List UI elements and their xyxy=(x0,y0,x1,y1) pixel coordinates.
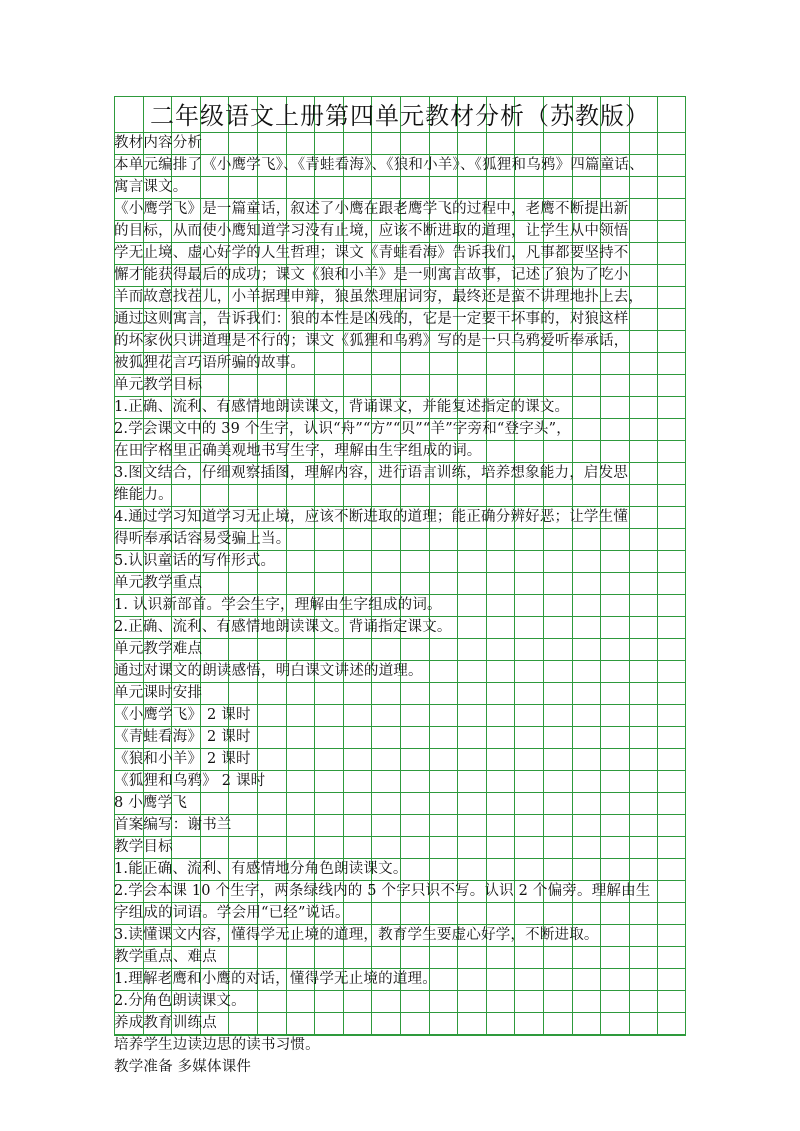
text-line: 通过这则寓言，告诉我们：狼的本性是凶残的，它是一定要干坏事的，对狼这样 xyxy=(114,311,629,327)
text-line: 懈才能获得最后的成功；课文《狼和小羊》是一则寓言故事，记述了狼为了吃小 xyxy=(114,267,629,283)
text-line: 单元课时安排 xyxy=(114,685,203,701)
text-line: 2.分角色朗读课文。 xyxy=(114,993,246,1009)
text-line: 2.正确、流利、有感情地朗读课文。背诵指定课文。 xyxy=(114,619,452,635)
text-line: 学无止境、虚心好学的人生哲理；课文《青蛙看海》告诉我们，凡事都要坚持不 xyxy=(114,245,629,261)
text-line: 2.学会本课 10 个生字，两条绿线内的 5 个字只识不写。认识 2 个偏旁。理解由生 xyxy=(114,883,651,899)
text-line: 在田字格里正确美观地书写生字，理解由生字组成的词。 xyxy=(114,443,482,459)
text-line: 1. 认识新部首。学会生字，理解由生字组成的词。 xyxy=(114,597,442,613)
text-line: 的目标，从而使小鹰知道学习没有止境，应该不断进取的道理，让学生从中领悟 xyxy=(114,223,629,239)
text-line: 教材内容分析 xyxy=(114,135,203,151)
text-line: 3.图文结合，仔细观察插图，理解内容，进行语言训练，培养想象能力，启发思 xyxy=(114,465,629,481)
lesson-plan-page xyxy=(114,96,686,1075)
text-line: 《小鹰学飞》 2 课时 xyxy=(114,707,251,723)
text-line: 单元教学难点 xyxy=(114,641,203,657)
text-line: 《小鹰学飞》是一篇童话，叙述了小鹰在跟老鹰学飞的过程中，老鹰不断提出新 xyxy=(114,201,629,217)
text-line: 1.正确、流利、有感情地朗读课文，背诵课文，并能复述指定的课文。 xyxy=(114,399,570,415)
text-line: 单元教学重点 xyxy=(114,575,203,591)
text-line: 1.理解老鹰和小鹰的对话，懂得学无止境的道理。 xyxy=(114,971,437,987)
text-line: 教学目标 xyxy=(114,839,173,855)
text-line: 羊而故意找茬儿，小羊据理申辩，狼虽然理屈词穷，最终还是蛮不讲理地扑上去， xyxy=(114,289,644,305)
text-line: 寓言课文。 xyxy=(114,179,188,195)
text-line: 的坏家伙只讲道理是不行的；课文《狐狸和乌鸦》写的是一只乌鸦爱听奉承话， xyxy=(114,333,629,349)
text-line: 通过对课文的朗读感悟，明白课文讲述的道理。 xyxy=(114,663,423,679)
document-title: 二年级语文上册第四单元教材分析（苏教版） xyxy=(150,102,650,130)
text-line: 得听奉承话容易受骗上当。 xyxy=(114,531,291,547)
text-line: 1.能正确、流利、有感情地分角色朗读课文。 xyxy=(114,861,408,877)
text-line: 教学准备 多媒体课件 xyxy=(114,1059,252,1075)
text-line: 《狼和小羊》 2 课时 xyxy=(114,751,251,767)
text-line: 本单元编排了《小鹰学飞》、《青蛙看海》、《狼和小羊》、《狐狸和乌鸦》四篇童话、 xyxy=(114,157,644,173)
text-line: 《青蛙看海》 2 课时 xyxy=(114,729,251,745)
text-line: 单元教学目标 xyxy=(114,377,203,393)
text-line: 首案编写：谢书兰 xyxy=(114,817,232,833)
text-line: 5.认识童话的写作形式。 xyxy=(114,553,276,569)
text-line: 4.通过学习知道学习无止境，应该不断进取的道理；能正确分辨好恶；让学生懂 xyxy=(114,509,629,525)
text-line: 培养学生边读边思的读书习惯。 xyxy=(114,1037,320,1053)
text-line: 2.学会课文中的 39 个生字，认识“舟”“方”“贝”“羊”字旁和“登字头”， xyxy=(114,421,571,437)
text-line: 被狐狸花言巧语所骗的故事。 xyxy=(114,355,306,371)
text-line: 3.读懂课文内容，懂得学无止境的道理，教育学生要虚心好学，不断进取。 xyxy=(114,927,599,943)
text-line: 教学重点、难点 xyxy=(114,949,217,965)
text-line: 维能力。 xyxy=(114,487,173,503)
text-line: 《狐狸和乌鸦》 2 课时 xyxy=(114,773,266,789)
text-line: 8 小鹰学飞 xyxy=(114,795,188,811)
text-line: 养成教育训练点 xyxy=(114,1015,217,1031)
text-line: 字组成的词语。学会用“已经”说话。 xyxy=(114,905,350,921)
